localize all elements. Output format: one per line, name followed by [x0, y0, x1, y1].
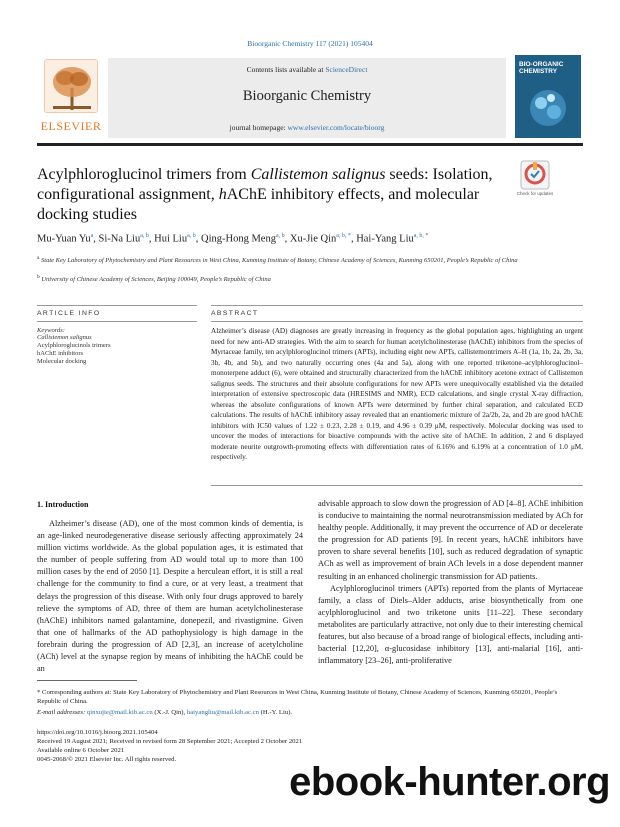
doi-link[interactable]: https://doi.org/10.1016/j.bioorg.2021.105404 [37, 729, 158, 736]
journal-banner [108, 58, 506, 138]
abstract-rule [211, 305, 583, 306]
available-online: Available online 6 October 2021 [37, 747, 125, 754]
received-dates: Received 19 August 2021; Received in revised form 28 September 2021; Accepted 2 October 2021 [37, 738, 303, 745]
elsevier-logo [37, 55, 105, 133]
keywords-block [37, 327, 197, 366]
keyword-item: Acylphloroglucinols trimers [37, 342, 111, 349]
article-info-rule [37, 305, 197, 306]
author-affiliation-mark[interactable]: a, b [140, 233, 149, 239]
journal-title: Bioorganic Chemistry [242, 88, 372, 104]
updates-icon [520, 160, 550, 190]
corresponding-author-note: * Corresponding authors at: State Key Laboratory of Phytochemistry and Plant Resources in West China, Kunming Institute of Botany, Chinese Academy of Sciences, Kunming 650201, People’s Republic of China. [37, 689, 558, 705]
abstract-text: Alzheimer’s disease (AD) diagnoses are greatly increasing in frequency as the global population ages, highlighting an urgent need for new anti-AD strategies. With the aim to search for human acetylcholinesterase (hAChE) inhibitors from the species of Myrtaceae family, ten acylphloroglucinol trimers (APTs), including eight new APTs, callistemontrimers A–H (1a, 1b, 2a, 2b, 3a, 3b, 4b, and 5b), and two naturally occurring ones (4a and 5a), along with one reported triketone–acylphloroglucinol–monoterpene adduct (6), were obtained and structurally characterized from the hAChE inhibitory acetone extract of Callistemon salignus seeds. The structures and their absolute configurations for new APTs were unequivocally established via the detailed interpretation of extensive spectroscopic data (HRESIMS and NMR), ECD calculations, and single crystal X-ray diffraction, whereas the absolute configurations of known APTs were determined by further chiral separation, and calculated ECD calculations. The results of hAChE inhibitory assay revealed that an enantiomeric mixture of 2a/2b, 2a, and 2b are good hAChE inhibitors with IC50 values of 1.22 ± 0.23, 2.28 ± 0.19, and 4.96 ± 0.39 μM, respectively. Molecular docking was used to uncover the modes of interactions for bioactive compounds with the active site of hAChE. In addition, 2 and 6 displayed moderate neurite outgrowth-promoting effects with differentiation rates of 6.16% and 6.19% at a concentration of 1.0 μM, respectively. [211, 327, 583, 461]
affiliation-b: $^b$ University of Chinese Academy of Sciences, Beijing 100049, People’s Republic of China [37, 274, 271, 284]
sciencedirect-link[interactable]: ScienceDirect [325, 65, 368, 74]
abstract-heading: ABSTRACT [211, 310, 259, 317]
email-addresses: E-mail addresses: qinxujie@mail.kib.ac.cn (X.-J. Qin), haiyangliu@mail.kib.ac.cn (H.-Y. Liu). [37, 709, 293, 716]
author-name[interactable]: Qing-Hong Meng [201, 233, 276, 245]
author-affiliation-mark[interactable]: a, b, * [336, 233, 351, 239]
author-name[interactable]: Hui Liu [154, 233, 188, 245]
author-separator: , [350, 233, 357, 245]
author-affiliation-mark[interactable]: a [90, 233, 94, 239]
journal-reference[interactable]: Bioorganic Chemistry 117 (2021) 105404 [247, 39, 373, 48]
keywords-title: Keywords: [37, 327, 65, 334]
keyword-item: hAChE inhibitors [37, 350, 84, 357]
article-info-heading: ARTICLE INFO [37, 310, 101, 317]
author-name[interactable]: Si-Na Liu [98, 233, 141, 245]
author-separator: , [284, 233, 290, 245]
abstract-rule-2 [211, 321, 583, 322]
author-affiliation-mark[interactable]: a, b [275, 233, 285, 239]
article-title: Acylphloroglucinol trimers from Callistemon salignus seeds: Isolation, configurational assignment, hAChE inhibitory effects, and molecular docking studies [37, 166, 493, 223]
cover-molecule-icon [523, 85, 573, 131]
article-info-rule-2 [37, 321, 197, 322]
copyright: 0045-2068/© 2021 Elsevier Inc. All rights reserved. [37, 756, 177, 763]
header-rule [37, 143, 583, 146]
abstract-end-rule [211, 485, 583, 486]
keyword-item: Callistemon salignus [37, 334, 92, 341]
footnote-rule [37, 680, 137, 681]
author-name[interactable]: Xu-Jie Qin [289, 233, 337, 245]
author-separator: , [148, 233, 155, 245]
tree-logo-icon [44, 59, 98, 113]
journal-cover [515, 55, 581, 138]
affiliation-a: $^a$ State Key Laboratory of Phytochemistry and Plant Resources in West China, Kunming Institute of Botany, Chinese Academy of Sciences, Kunming 650201, People’s Republic of China [37, 255, 518, 265]
intro-left-column: Alzheimer’s disease (AD), one of the most common kinds of dementia, is an age-linked neurodegenerative disease seriously affecting approximately 24 million victims worldwide. As the global population ages, it is estimated that the number of people suffering from AD would total up to more than 100 million cases by the end of 2050 [1]. Despite a herculean effort, it is still a real challenge for the community to find a cure, or at very least, a treatment that delays the progression of this disease. With only four drugs approved to barely relieve the symptoms of AD, three of them are human acetylcholinesterase (hAChE) inhibitors named galantamine, donepezil, and rivastigmine. Given that one of hallmarks of the AD pathophysiology is high damage in the forebrain during the progression of AD [2,3], an increase of acetylcholine (ACh) level at the synapse region by means of inhibiting the hAChE could be an [37, 519, 303, 674]
intro-paragraph: Acylphloroglucinol trimers (APTs) reported from the plants of Myrtaceae family, a class of Diels–Alder adducts, arise biosynthetically from one acylphloroglucinol and two triketone units [11–22]. These secondary metabolites are particularly attractive, not only due to their interesting chemical features, but also because of a broad range of biological effects, including anti-bacterial [12,20], α-glucosidase inhibitory [13], anti-malarial [16], anti-inflammatory [23–26], anti-proliferative [318, 583, 583, 666]
keyword-item: Molecular docking [37, 358, 87, 365]
homepage-link[interactable]: www.elsevier.com/locate/bioorg [287, 123, 385, 132]
email-link-liu[interactable]: haiyangliu@mail.kib.ac.cn [186, 709, 259, 716]
contents-line: Contents lists available at ScienceDirect [246, 65, 368, 74]
author-name[interactable]: Hai-Yang Liu [356, 233, 414, 245]
homepage-line: journal homepage: www.elsevier.com/locate/bioorg [229, 123, 385, 132]
section-heading: 1. Introduction [37, 500, 89, 509]
check-for-updates-badge[interactable] [520, 160, 550, 190]
intro-paragraph: advisable approach to slow down the progression of AD [4–8]. AChE inhibition is conducive to maintaining the normal neurotransmission mediated by ACh for healthy people. Additionally, it may prevent the occurrence of AD or decelerate the progression for AD patients [9]. In recent years, hAChE inhibitors have proven to share several benefits [10], such as reduced degradation of synaptic ACh as well as improvement of brain ACh levels in a dose dependent manner resulting in an enhanced cholinergic transmission for AD patients. [318, 499, 584, 581]
author-separator: , [195, 233, 202, 245]
author-separator: , [93, 233, 99, 245]
author-name[interactable]: Mu-Yuan Yu [37, 233, 91, 245]
cover-title: BIO-ORGANIC CHEMISTRY [519, 61, 564, 76]
watermark: ebook-hunter.org [289, 760, 610, 804]
check-for-updates-label: Check for updates [516, 191, 554, 196]
author-affiliation-mark[interactable]: a, b, * [413, 233, 429, 239]
author-affiliation-mark[interactable]: a, b [187, 233, 196, 239]
intro-right-column [318, 498, 583, 667]
email-link-qin[interactable]: qinxujie@mail.kib.ac.cn [86, 709, 153, 716]
publisher-name: ELSEVIER [40, 119, 102, 133]
author-list [37, 233, 583, 245]
